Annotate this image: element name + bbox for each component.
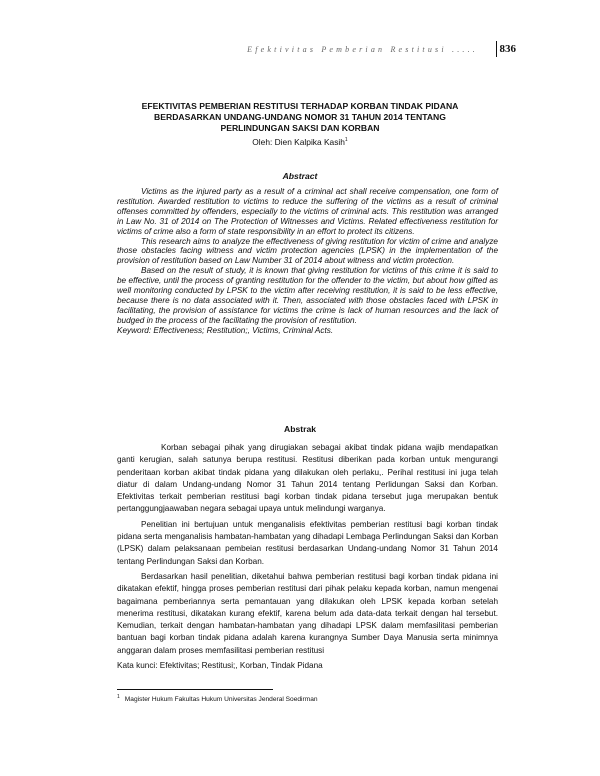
abstract-en-paragraph: This research aims to analyze the effectiveness of giving restitution for victim of crime and analyze those obstacles facing witness and victim protection agencies (LPSK) in the implementation of the provision of restitution based on Law Number 31 of 2014 about witness and victim protection.	[117, 236, 498, 266]
abstract-id-paragraph: Penelitian ini bertujuan untuk menganalisis efektivitas pemberian restitusi bagi korban tindak pidana serta menganalisis hambatan-hambatan yang dihadapi Lembaga Perlindungan Saksi dan Korban (LPSK) dalam pelaksanaan pembeian restitusi berdasarkan Undang-undang Nomor 31 Tahun 2014 tentang Perlindungan Saksi dan Korban.	[117, 519, 498, 566]
running-head-title: Efektivitas Pemberian Restitusi .....	[247, 45, 478, 54]
title-line-3: PERLINDUNGAN SAKSI DAN KORBAN	[220, 123, 380, 133]
author-name: Oleh: Dien Kalpika Kasih	[252, 137, 345, 147]
page-number: 836	[496, 41, 517, 57]
footnote-mark: 1	[117, 694, 120, 700]
abstract-en-paragraph: Based on the result of study, it is known that giving restitution for victims of this crime it is said to be effective, until the process of granting restitution for the offender to the victim, but about how gifted as well monitoring conducted by LPSK to the victim after receiving restitution, it is said to be less effective, because there is no data associated with it. Then, associated with those obstacles faced with LPSK in facilitating, the provision of assistance for victims the crime is lack of human resources and the lack of budged in the process of the facilitating the provision of restitution.	[117, 266, 498, 325]
abstract-id-paragraph: Berdasarkan hasil penelitian, diketahui bahwa pemberian restitusi bagi korban tindak pidana ini dikatakan efektif, hingga proses pemberian restitusi dari pihak pelaku kepada korban, namun mengenai bagaimana pemberiannya serta pemantauan yang dilakukan oleh LPSK kepada korban setelah menerima restitusi, dikatakan kurang efektif, karena belum ada data-data terkait dengan hal tersebut. Kemudian, terkait dengan hambatan-hambatan yang dihadapi LPSK dalam memfasilitasi pemberian bantuan bagi korban tindak pidana adalah karena kurangnya Sumber Daya Manusia serta minimnya anggaran dalam proses memfasilitasi pemberian restitusi	[117, 571, 498, 655]
abstract-en	[117, 187, 498, 336]
abstract-id-keywords: Kata kunci: Efektivitas; Restitusi;, Korban, Tindak Pidana	[117, 661, 323, 671]
title-line-1: EFEKTIVITAS PEMBERIAN RESTITUSI TERHADAP KORBAN TINDAK PIDANA	[141, 101, 459, 111]
abstract-en-paragraph: Victims as the injured party as a result of a criminal act shall receive compensation, one form of restitution. Awarded restitution to victims to reduce the suffering of the victims as a result of criminal offenses committed by offenders, especially to the victims of criminal acts. This restitution was arranged in Law No. 31 of 2014 on The Protection of Witnesses and Victims. Related effectiveness restitution for victims of crime also a form of state responsibility in an effort to protect its citizens.	[117, 187, 498, 236]
footnote	[117, 694, 517, 703]
abstract-id	[117, 442, 498, 672]
footnote-divider	[117, 689, 273, 690]
abstract-id-paragraph: Korban sebagai pihak yang dirugiakan sebagai akibat tindak pidana wajib mendapatkan ganti kerugian, salah satunya berupa restitusi. Restitusi diberikan pada korban untuk mengurangi penderitaan korban akibat tindak pidana yang dilakukan oleh perlaku,. Perihal restitusi ini juga telah diatur di dalam Undang-undang Nomor 31 Tahun 2014 tentang Perlidungan Saksi dan Korban. Efektivitas terkait pemberian restitusi bagi korban tindak pidana tersebut juga merupakan bentuk pertanggungjaawaban negara sebagai upaya untuk melindungi warganya.	[117, 443, 498, 514]
author-line	[100, 137, 500, 147]
abstract-en-heading: Abstract	[282, 171, 318, 181]
abstract-en-keywords: Keyword: Effectiveness; Restitution;, Victims, Criminal Acts.	[117, 325, 334, 335]
paper-title	[100, 101, 500, 134]
footnote-text: Magister Hukum Fakultas Hukum Universitas Jenderal Soedirman	[124, 696, 318, 704]
running-header	[226, 44, 516, 60]
author-footnote-mark: 1	[344, 137, 348, 144]
abstract-id-heading: Abstrak	[284, 424, 316, 434]
title-line-2: BERDASARKAN UNDANG-UNDANG NOMOR 31 TAHUN 2014 TENTANG	[154, 112, 446, 122]
